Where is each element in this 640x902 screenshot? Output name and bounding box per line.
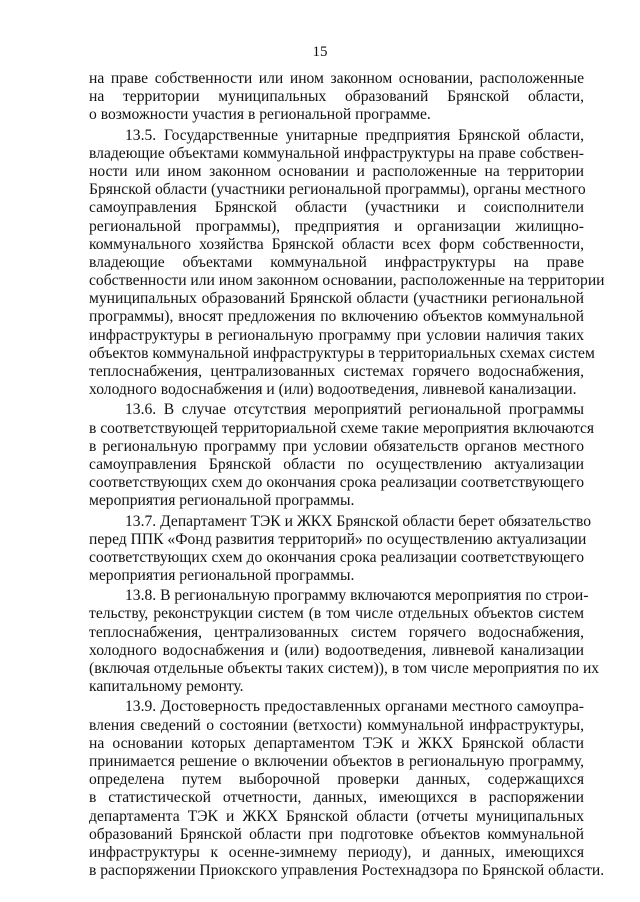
text-line: образований Брянской области при подготовке объектов коммунальной xyxy=(89,825,584,843)
text-line: на основании которых департаментом ТЭК и ЖКХ Брянской области xyxy=(89,734,584,752)
text-line: на территории муниципальных образований Брянской области, xyxy=(89,88,584,106)
text-line: 13.7. Департамент ТЭК и ЖКХ Брянской области берет обязательство xyxy=(125,512,592,530)
text-line: соответствующих схем до окончания срока реализации соответствующего xyxy=(89,474,584,492)
text-line: инфраструктуры к осенне-зимнему периоду), и данных, имеющихся xyxy=(89,843,584,861)
text-line: соответствующих схем до окончания срока реализации соответствующего xyxy=(89,548,584,566)
text-line: собственности или ином законном основании, расположенные на территории xyxy=(89,272,605,290)
text-line: самоуправления Брянской области по осуществлению актуализации xyxy=(89,455,584,473)
text-line: теплоснабжения, централизованных систем горячего водоснабжения, xyxy=(89,623,584,641)
text-line: тельству, реконструкции систем (в том числе отдельных объектов систем xyxy=(89,605,584,623)
text-line: Брянской области (участники региональной программы), органы местного xyxy=(89,181,586,199)
text-line: (включая отдельные объекты таких систем)), в том числе мероприятия по их xyxy=(89,660,600,677)
text-line: в распоряжении Приокского управления Ростехнадзора по Брянской области. xyxy=(89,862,605,880)
text-line: в региональную программу при условии обязательств органов местного xyxy=(89,437,584,455)
text-line: в статистической отчетности, данных, имеющихся в распоряжении xyxy=(89,789,584,807)
document-body xyxy=(89,70,605,882)
text-line: 13.8. В региональную программу включаются мероприятия по строи- xyxy=(125,587,589,605)
text-line: программы), вносят предложения по включению объектов коммунальной xyxy=(89,308,584,326)
text-line: самоуправления Брянской области (участники и соисполнители xyxy=(89,199,584,217)
paragraph-p-13-5 xyxy=(89,126,605,400)
paragraph-p-13-7 xyxy=(89,512,592,586)
text-line: о возможности участия в региональной программе. xyxy=(89,106,431,124)
text-line: капитальному ремонту. xyxy=(89,678,244,696)
text-line: региональной программы), предприятия и организации жилищно- xyxy=(89,217,584,235)
text-line: владеющие объектами коммунальной инфраструктуры на праве xyxy=(89,253,584,271)
text-line: инфраструктуры в региональную программу при условии наличия таких xyxy=(89,326,584,344)
text-line: мероприятия региональной программы. xyxy=(89,492,355,510)
text-line: 13.9. Достоверность предоставленных органами местного самоупра- xyxy=(125,698,584,716)
text-line: холодного водоснабжения и (или) водоотведения, ливневой канализации xyxy=(89,641,584,659)
text-line: в соответствующей территориальной схеме такие мероприятия включаются xyxy=(89,419,595,437)
text-line: теплоснабжения, централизованных системах горячего водоснабжения, xyxy=(89,363,584,380)
page-number: 15 xyxy=(312,44,328,60)
text-line: 13.5. Государственные унитарные предприятия Брянской области, xyxy=(125,126,584,144)
text-line: вления сведений о состоянии (ветхости) коммунальной инфраструктуры, xyxy=(89,716,584,734)
text-line: холодного водоснабжения и (или) водоотведения, ливневой канализации. xyxy=(89,381,577,399)
text-line: мероприятия региональной программы. xyxy=(89,567,355,585)
paragraph-p-13-6 xyxy=(89,401,595,510)
text-line: коммунального хозяйства Брянской области всех форм собственности, xyxy=(89,235,584,253)
text-line: на праве собственности или ином законном основании, расположенные xyxy=(89,70,584,87)
text-line: владеющие объектами коммунальной инфраструктуры на праве собствен- xyxy=(89,144,584,162)
paragraph-p-cont xyxy=(89,70,584,125)
paragraph-p-13-9 xyxy=(89,698,605,880)
text-line: ности или ином законном основании и расположенные на территории xyxy=(89,162,584,180)
text-line: муниципальных образований Брянской области (участники региональной xyxy=(89,290,584,308)
text-line: 13.6. В случае отсутствия мероприятий региональной программы xyxy=(125,401,584,419)
text-line: объектов коммунальной инфраструктуры в территориальных схемах систем xyxy=(89,344,595,362)
text-line: принимается решение о включении объектов в региональную программу, xyxy=(89,752,584,770)
text-line: определена путем выборочной проверки данных, содержащихся xyxy=(89,771,584,789)
text-line: перед ППК «Фонд развития территорий» по осуществлению актуализации xyxy=(89,530,587,548)
text-line: департамента ТЭК и ЖКХ Брянской области (отчеты муниципальных xyxy=(89,807,584,825)
paragraph-p-13-8 xyxy=(89,587,600,696)
